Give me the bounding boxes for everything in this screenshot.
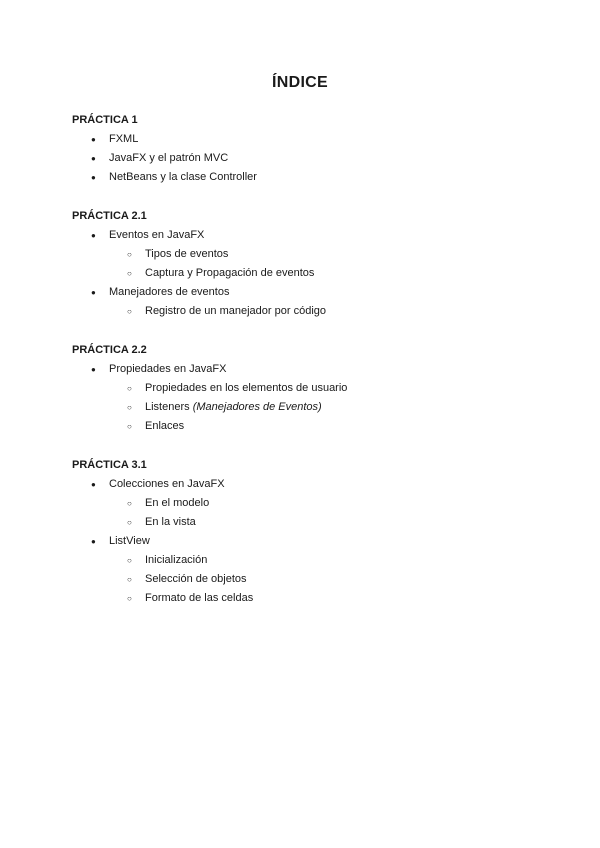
list-item-label: Manejadores de eventos <box>109 286 230 298</box>
sub-list-item-note: (Manejadores de Eventos) <box>192 401 322 413</box>
hollow-bullet-icon: ○ <box>127 422 132 431</box>
filled-bullet-icon: ● <box>91 480 96 489</box>
sub-list-item <box>72 379 552 398</box>
hollow-bullet-icon: ○ <box>127 250 132 259</box>
list-item-label: FXML <box>109 133 139 145</box>
sub-list-item <box>72 245 552 264</box>
sub-list-item <box>72 570 552 589</box>
section-practica-3-1 <box>72 456 552 608</box>
hollow-bullet-icon: ○ <box>127 269 132 278</box>
list-item <box>72 149 552 168</box>
hollow-bullet-icon: ○ <box>127 307 132 316</box>
sub-list-item-label: Formato de las celdas <box>145 592 254 604</box>
list-item <box>72 475 552 494</box>
list-item-label: Eventos en JavaFX <box>109 229 205 241</box>
filled-bullet-icon: ● <box>91 537 96 546</box>
section-practica-2-2 <box>72 341 552 436</box>
list-item <box>72 532 552 551</box>
list-item-label: ListView <box>109 535 150 547</box>
hollow-bullet-icon: ○ <box>127 594 132 603</box>
filled-bullet-icon: ● <box>91 365 96 374</box>
bullet-list <box>72 475 552 608</box>
list-item <box>72 226 552 245</box>
section-practica-2-1 <box>72 207 552 321</box>
page-title: ÍNDICE <box>271 74 329 91</box>
hollow-bullet-icon: ○ <box>127 575 132 584</box>
sub-list-item-label: Propiedades en los elementos de usuario <box>145 382 348 394</box>
filled-bullet-icon: ● <box>91 231 96 240</box>
sub-list-item-label: Inicialización <box>145 554 208 566</box>
sub-list-item-label: En el modelo <box>145 497 210 509</box>
sub-list-item <box>72 398 552 417</box>
hollow-bullet-icon: ○ <box>127 518 132 527</box>
list-item-label: Colecciones en JavaFX <box>109 478 225 490</box>
sub-list-item <box>72 551 552 570</box>
hollow-bullet-icon: ○ <box>127 403 132 412</box>
list-item-label: Propiedades en JavaFX <box>109 363 227 375</box>
section-heading: PRÁCTICA 2.1 <box>72 210 147 222</box>
sub-list-item <box>72 589 552 608</box>
bullet-list <box>72 130 552 187</box>
sub-list-item-label: Captura y Propagación de eventos <box>145 267 315 279</box>
bullet-list <box>72 226 552 321</box>
list-item <box>72 130 552 149</box>
sub-list-item-label: Listeners <box>145 401 190 413</box>
sub-list-item <box>72 302 552 321</box>
section-practica-1 <box>72 111 552 187</box>
list-item <box>72 360 552 379</box>
section-heading: PRÁCTICA 3.1 <box>72 459 147 471</box>
hollow-bullet-icon: ○ <box>127 499 132 508</box>
sub-list-item-label: Tipos de eventos <box>145 248 229 260</box>
sub-list-item-label: Selección de objetos <box>145 573 247 585</box>
hollow-bullet-icon: ○ <box>127 556 132 565</box>
filled-bullet-icon: ● <box>91 173 96 182</box>
sub-list-item <box>72 417 552 436</box>
list-item-label: JavaFX y el patrón MVC <box>109 152 229 164</box>
section-heading: PRÁCTICA 1 <box>72 114 138 126</box>
section-heading: PRÁCTICA 2.2 <box>72 344 147 356</box>
sub-list-item-label: Registro de un manejador por código <box>145 305 327 317</box>
filled-bullet-icon: ● <box>91 154 96 163</box>
filled-bullet-icon: ● <box>91 288 96 297</box>
list-item <box>72 168 552 187</box>
sub-list-item <box>72 513 552 532</box>
sub-list-item-label: En la vista <box>145 516 196 528</box>
list-item-label: NetBeans y la clase Controller <box>109 171 257 183</box>
sub-list-item-label: Enlaces <box>145 420 185 432</box>
filled-bullet-icon: ● <box>91 135 96 144</box>
list-item <box>72 283 552 302</box>
sub-list-item <box>72 494 552 513</box>
sub-list-item <box>72 264 552 283</box>
bullet-list <box>72 360 552 436</box>
hollow-bullet-icon: ○ <box>127 384 132 393</box>
